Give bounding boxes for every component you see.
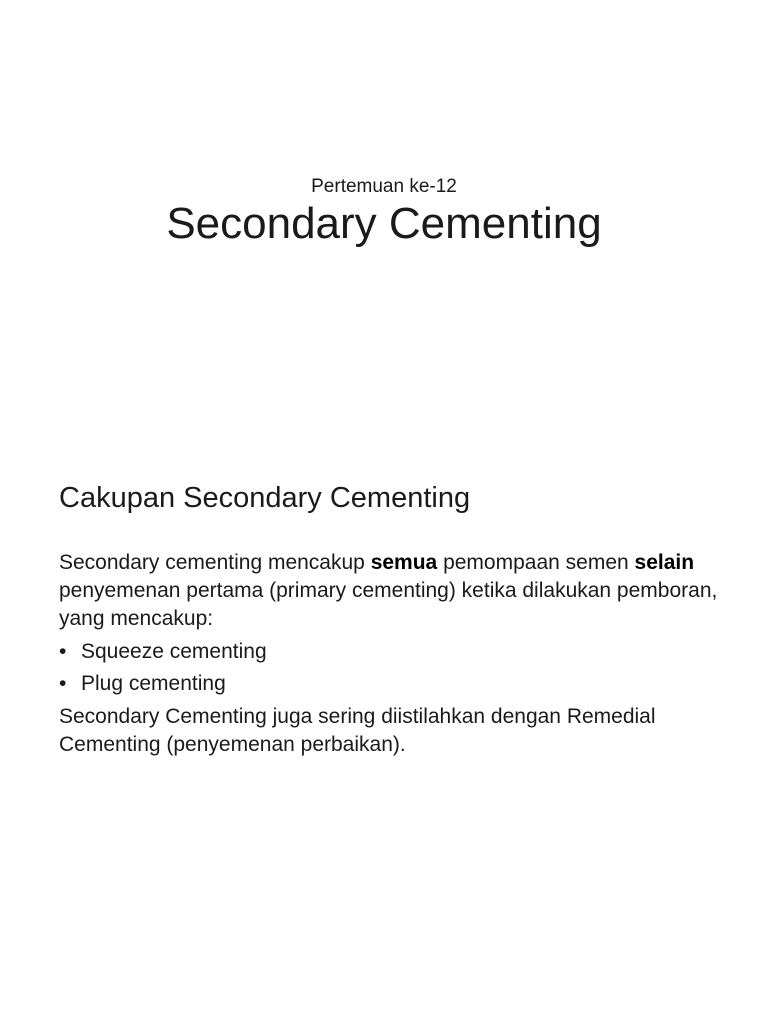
body-text	[59, 549, 719, 759]
content-slide	[0, 432, 768, 1024]
list-item	[59, 668, 719, 700]
bullet-icon: •	[59, 672, 67, 695]
highlight-semua: semua	[370, 551, 438, 574]
section-heading: Cakupan Secondary Cementing	[59, 482, 471, 514]
slide-subtitle: Pertemuan ke-12	[311, 176, 457, 197]
paragraph-intro	[59, 549, 719, 633]
list-item	[59, 636, 719, 668]
paragraph-closing: Secondary Cementing juga sering diistilahkan dengan Remedial Cementing (penyemenan perbaikan).	[59, 705, 656, 756]
list-item-label: Squeeze cementing	[81, 640, 267, 663]
bullet-list	[59, 636, 719, 700]
highlight-selain: selain	[634, 551, 695, 574]
list-item-label: Plug cementing	[81, 672, 226, 695]
slide-title: Secondary Cementing	[166, 199, 602, 248]
paragraph-intro-part2: pemompaan semen	[437, 551, 635, 574]
paragraph-intro-part1: Secondary cementing mencakup	[59, 551, 371, 574]
title-slide	[0, 0, 768, 432]
paragraph-intro-part3: penyemenan pertama (primary cementing) ketika dilakukan pemboran, yang mencakup:	[59, 579, 718, 630]
bullet-icon: •	[59, 640, 67, 663]
